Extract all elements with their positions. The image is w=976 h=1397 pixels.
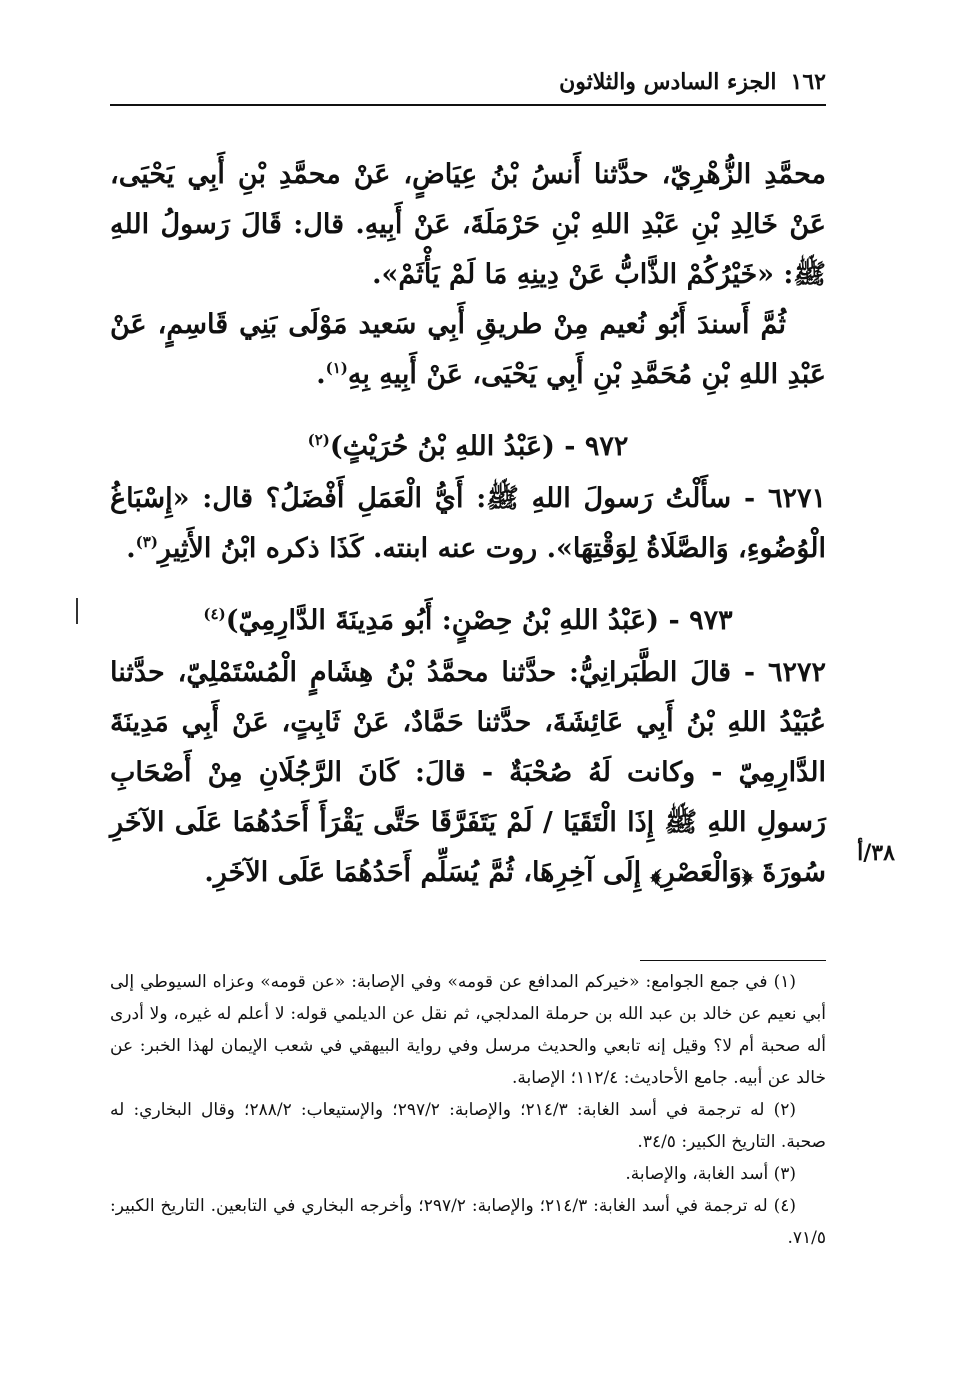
header-rule (110, 104, 826, 106)
footnote-ref-3: (٣) (135, 533, 158, 551)
paragraph-3-text: ٦٢٧١ - سأَلْتُ رَسولَ اللهِ ﷺ: أَيُّ الْعَمَلِ أَفْضَلُ؟ قال: «إِسْبَاغُ الْوُضُوءِ، وَالصَّلَاةُ لِوَقْتِهَا». روت عنه ابنته. كَذَا ذكره ابْنُ الأَثِيرِ (110, 483, 826, 564)
footnote-2: (٢) له ترجمة في أسد الغابة: ٢١٤/٣؛ والإصابة: ٢٩٧/٢؛ والإستيعاب: ٢٨٨/٢؛ وقال البخاري: له صحبة. التاريخ الكبير: ٣٤/٥. (110, 1100, 826, 1152)
margin-folio-note: ٣٨/أ (857, 840, 895, 866)
running-title: الجزء السادس والثلاثون (559, 69, 777, 95)
margin-mark (76, 598, 78, 624)
footnote-3: (٣) أسد الغابة، والإصابة. (625, 1164, 796, 1184)
paragraph-4: ٦٢٧٢ - قالَ الطَّبَرانِيُّ: حدَّثنا محمَّدُ بْنُ هِشَامٍ الْمُسْتَمْلِيّ، حدَّثنا عُبَيْدُ اللهِ بْنُ أَبِي عَائِشَةَ، حدَّثنا حَمَّادٌ، عَنْ ثَابِتٍ، عَنْ أَبِي مَدِينَةَ الدَّارِمِيّ - وكانت لَهُ صُحْبَةٌ - قالَ: كَانَ الرَّجُلَانِ مِنْ أَصْحَابِ رَسولِ اللهِ ﷺ إِذَا الْتَقَيَا / لَمْ يَتَفَرَّقَا حَتَّى يَقْرَأَ أَحَدُهُمَا عَلَى الآخَرِ سُورَةَ ﴿وَالْعَصْرِ﴾ إِلَى آخِرِهَا، ثُمَّ يُسَلِّم أَحَدُهُمَا عَلَى الآخَرِ. (110, 657, 826, 888)
entry-972-heading (110, 422, 826, 472)
entry-973-heading (110, 596, 826, 646)
entry-973-title: ٩٧٣ - (عَبْدُ اللهِ بْنُ حِصْنٍ: أَبُو مَدِينَةَ الدَّارِمِيّ) (225, 605, 733, 636)
paragraph-1: محمَّدِ الزُّهْرِيّ، حدَّثنا أَنسُ بْنُ عِيَاضٍ، عَنْ محمَّدِ بْنِ أَبِي يَحْيَى، عَنْ خَالِدِ بْنِ عَبْدِ اللهِ بْنِ حَرْمَلَةَ، عَنْ أَبِيهِ. قال: قَالَ رَسولُ اللهِ ﷺ: «خَيْرُكُمْ الذَّابُّ عَنْ دِينِهِ مَا لَمْ يَأْثَمْ». (110, 159, 826, 290)
running-header (110, 62, 826, 102)
footnote-ref-2: (٢) (307, 431, 330, 449)
paragraph-2-text: ثُمَّ أَسندَ أَبُو نُعيم مِنْ طريقِ أَبِي سَعيد مَوْلَى بَنِي قَاسِمٍ، عَنْ عَبْدِ اللهِ بْنِ مُحَمَّدِ بْنِ أَبِي يَحْيَى، عَنْ أَبِيهِ بِهِ (110, 309, 826, 390)
main-text (110, 150, 826, 898)
paragraph-3: ٦٢٧١ - سأَلْتُ رَسولَ اللهِ ﷺ: أَيُّ الْعَمَلِ أَفْضَلُ؟ قال: «إِسْبَاغُ الْوُضُوءِ، وَالصَّلَاةُ لِوَقْتِهَا». روت عنه ابنته. كَذَا ذكره ابْنُ الأَثِيرِ$^{(٣)}$. (110, 483, 826, 564)
page-number: ١٦٢ (790, 69, 826, 95)
footnotes (110, 966, 826, 1254)
footnote-4: (٤) له ترجمة في أسد الغابة: ٢١٤/٣؛ والإصابة: ٢٩٧/٢؛ وأخرجه البخاري في التابعين. التاريخ الكبير: ٧١/٥. (110, 1196, 826, 1248)
entry-972-title: ٩٧٢ - (عَبْدُ اللهِ بْنُ حُرَيْثٍ) (329, 431, 629, 462)
paragraph-2: ثُمَّ أَسندَ أَبُو نُعيم مِنْ طريقِ أَبِي سَعيد مَوْلَى بَنِي قَاسِمٍ، عَنْ عَبْدِ اللهِ بْنِ مُحَمَّدِ بْنِ أَبِي يَحْيَى، عَنْ أَبِيهِ بِهِ$^{(١)}$. (110, 309, 826, 390)
footnote-ref-4: (٤) (203, 605, 226, 623)
footnote-1: (١) في جمع الجوامع: «خيركم المدافع عن قومه» وفي الإصابة: «عن قومه» وعزاه السيوطي إلى أبي نعيم عن خالد بن عبد الله بن حرملة المدلجي، ثم نقل عن الديلمي قوله: لا أعلم له غيره، ولا أدرى أله صحبة أم لا؟ وقيل إنه تابعي والحديث مرسل وفي رواية البيهقي في شعب الإيمان لهذا الخبر: عن خالد عن أبيه. جامع الأحاديث: ١١٢/٤؛ الإصابة. (110, 972, 826, 1088)
footnote-ref-1: (١) (325, 359, 348, 377)
footnote-separator (640, 960, 826, 961)
